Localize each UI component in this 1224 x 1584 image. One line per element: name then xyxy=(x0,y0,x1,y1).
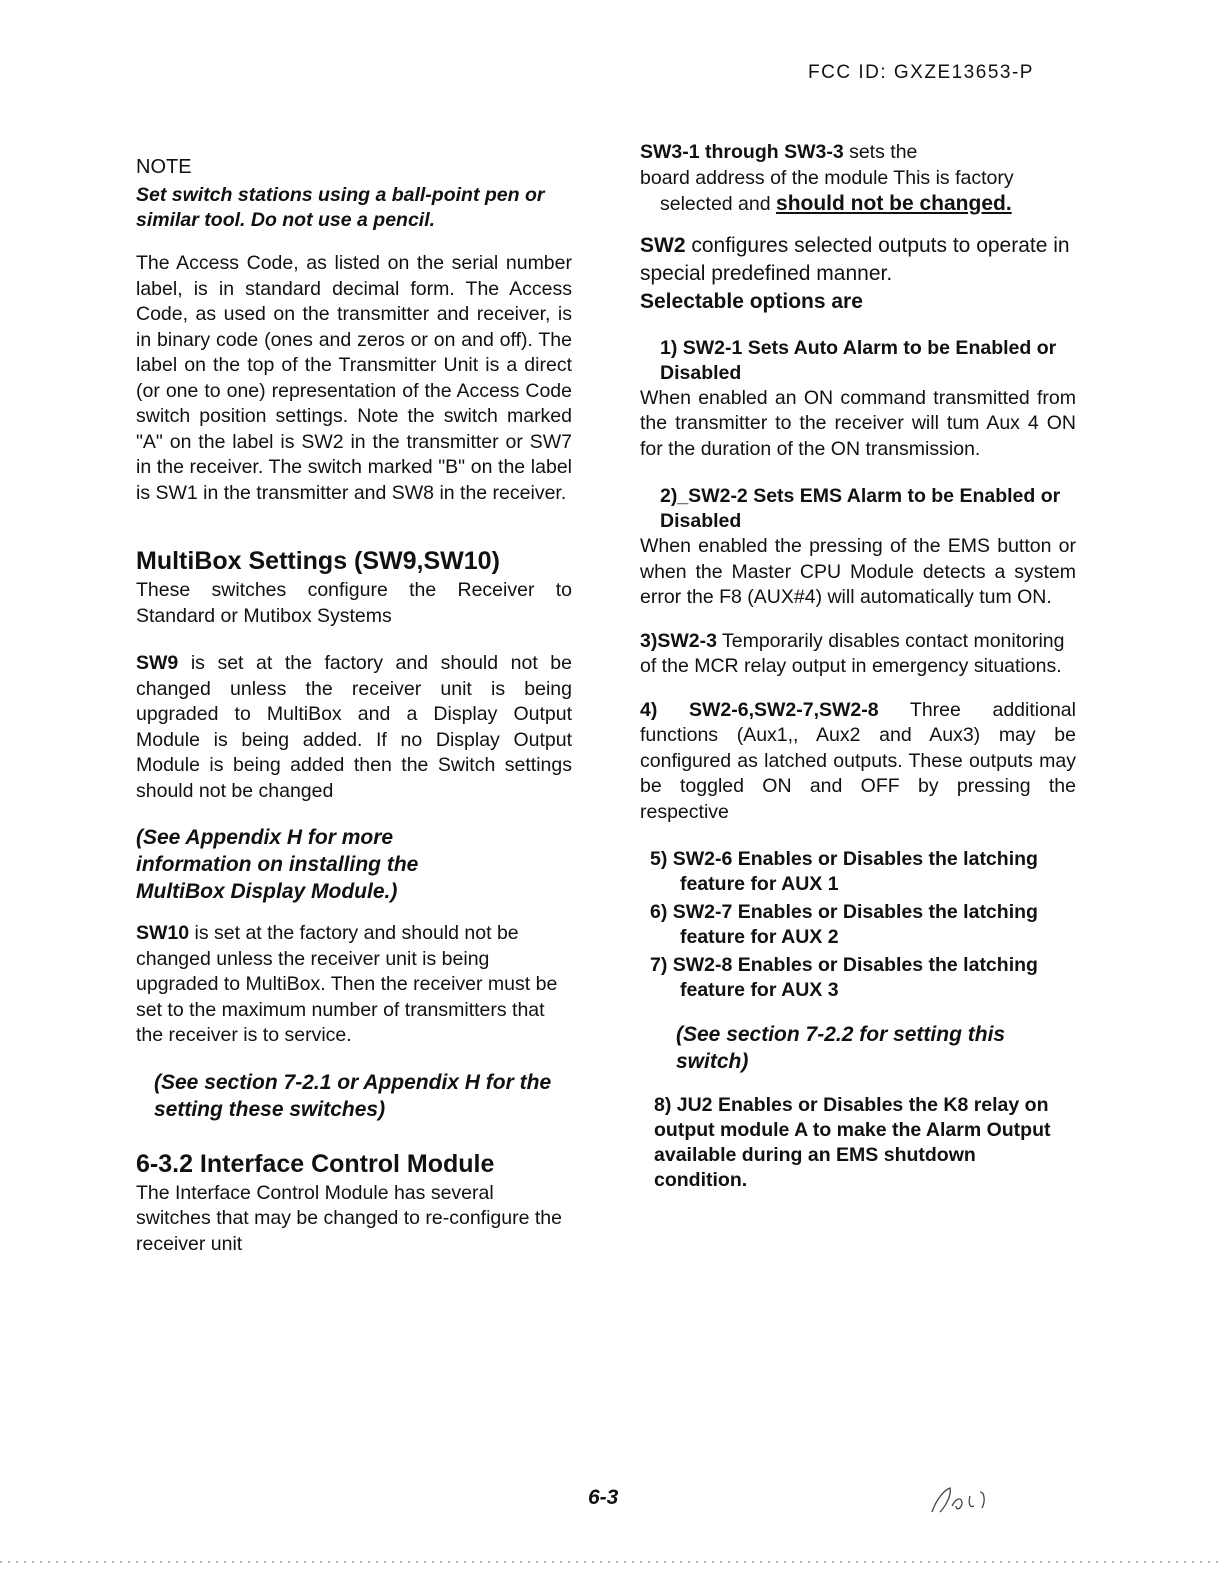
sw3-text-c: selected and xyxy=(660,193,777,215)
option-3 xyxy=(640,629,1076,680)
sw10-paragraph xyxy=(136,921,572,1049)
sw9-label: SW9 xyxy=(136,652,179,674)
option-4 xyxy=(640,698,1076,826)
option-3-label: 3)SW2-3 xyxy=(640,629,717,652)
option-4-text: Three additional functions (Aux1,, Aux2 and Aux3) may be configured as latched outputs. These outputs may be toggled ON and OFF by pressing the respective xyxy=(640,698,1076,823)
right-column xyxy=(640,140,1076,1193)
option-5: 5) SW2-6 Enables or Disables the latching feature for AUX 1 xyxy=(650,848,1038,895)
option-6: 6) SW2-7 Enables or Disables the latching feature for AUX 2 xyxy=(650,901,1038,948)
option-8: 8) JU2 Enables or Disables the K8 relay on output module A to make the Alarm Output available during an EMS shutdown condition. xyxy=(654,1094,1051,1191)
option-2-title: 2)_SW2-2 Sets EMS Alarm to be Enabled or Disabled xyxy=(660,485,1061,532)
option-3-text: Temporarily disables contact monitoring of the MCR relay output in emergency situations. xyxy=(640,629,1065,677)
handwritten-mark xyxy=(926,1478,1000,1518)
note-text: Set switch stations using a ball-point pen or similar tool. Do not use a pencil. xyxy=(136,184,545,231)
note-label: NOTE xyxy=(136,156,192,178)
multibox-intro: These switches configure the Receiver to Standard or Mutibox Systems xyxy=(136,579,572,627)
see-section-7-2-2: (See section 7-2.2 for setting this switch) xyxy=(676,1023,1006,1073)
option-4-label: 4) SW2-6,SW2-7,SW2-8 xyxy=(640,698,879,721)
access-code-paragraph: The Access Code, as listed on the serial number label, is in standard decimal form. The Access Code, as used on the transmitter and receiver, is in binary code (ones and zeros or on and off). The label on the top of the Transmitter Unit is a direct (or one to one) representation of the Access Code switch position settings. Note the switch marked "A" on the label is SW2 in the transmitter or SW7 in the receiver. The switch marked "B" on the label is SW1 in the transmitter and SW8 in the receiver. xyxy=(136,252,572,504)
fcc-id: FCC ID: GXZE13653-P xyxy=(808,62,1034,83)
selectable-options: Selectable options are xyxy=(640,289,863,313)
sw3-warning: should not be changed. xyxy=(776,192,1012,215)
icm-text: The Interface Control Module has several switches that may be changed to re-configure the receiver unit xyxy=(136,1181,562,1255)
sw2-text: configures selected outputs to operate in special predefined manner. xyxy=(640,233,1070,285)
sw9-text: is set at the factory and should not be changed unless the receiver unit is being upgraded to MultiBox and a Display Output Module is being added. If no Display Output Module is being added then the Switch settings should not be changed xyxy=(136,652,572,802)
sw3-paragraph xyxy=(640,140,1076,218)
option-1-text: When enabled an ON command transmitted from the transmitter to the receiver will tum Aux 4 ON for the duration of the ON transmission. xyxy=(640,386,1076,460)
page-number: 6-3 xyxy=(588,1486,619,1509)
left-column xyxy=(136,150,572,1257)
see-appendix-h: (See Appendix H for more information on installing the MultiBox Display Module.) xyxy=(136,826,419,903)
option-1-title: 1) SW2-1 Sets Auto Alarm to be Enabled or Disabled xyxy=(660,336,1057,384)
sw3-label: SW3-1 through SW3-3 xyxy=(640,141,844,163)
see-section-7-2-1: (See section 7-2.1 or Appendix H for the setting these switches) xyxy=(154,1070,552,1121)
sw10-label: SW10 xyxy=(136,922,190,944)
sw3-text-b: board address of the module This is factory xyxy=(640,166,1014,189)
sw9-paragraph xyxy=(136,651,572,804)
sw2-label: SW2 xyxy=(640,233,686,257)
sw10-text: is set at the factory and should not be changed unless the receiver unit is being upgraded to MultiBox. Then the receiver must be set to the maximum number of transmitters that the receiver is to service. xyxy=(136,922,558,1046)
option-2-text: When enabled the pressing of the EMS button or when the Master CPU Module detects a system error the F8 (AUX#4) will automatically tum ON. xyxy=(640,535,1076,608)
multibox-heading: MultiBox Settings (SW9,SW10) xyxy=(136,547,500,575)
sw3-text-a: sets the xyxy=(843,141,918,163)
bottom-scan-line xyxy=(0,1560,1224,1564)
option-7: 7) SW2-8 Enables or Disables the latching feature for AUX 3 xyxy=(650,954,1038,1001)
icm-heading: 6-3.2 Interface Control Module xyxy=(136,1149,495,1178)
sw2-paragraph xyxy=(640,232,1076,288)
